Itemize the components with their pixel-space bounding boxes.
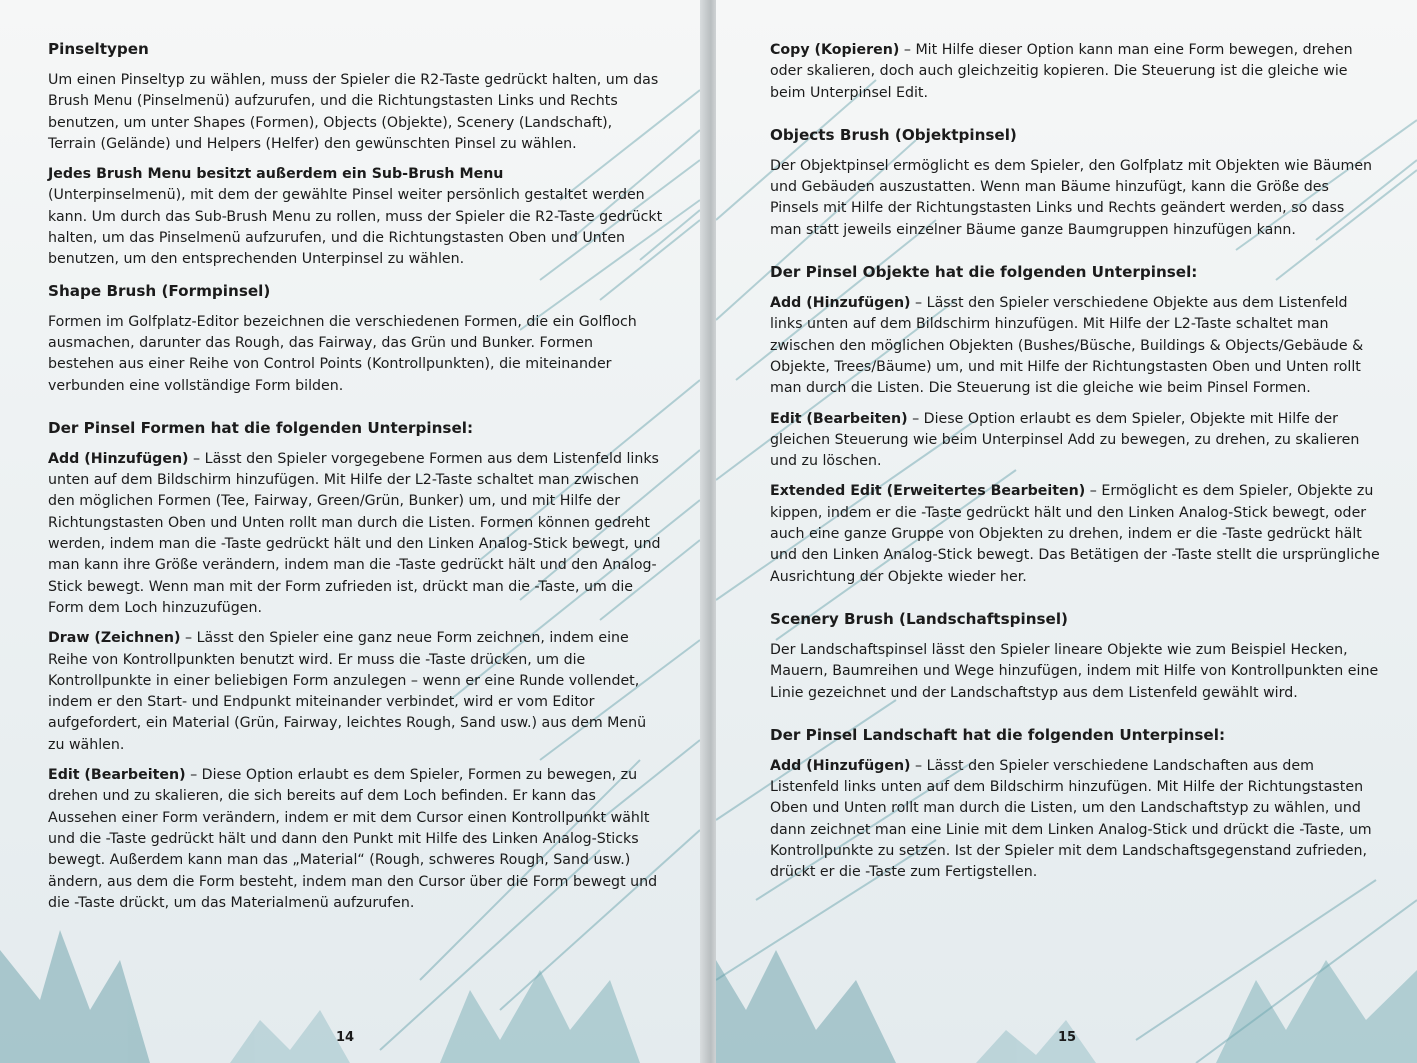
paragraph-shape-draw <box>48 628 663 756</box>
paragraph-shape-copy <box>770 40 1380 104</box>
left-page-content <box>48 38 663 923</box>
paragraph-objects-brush: Der Objektpinsel ermöglicht es dem Spieler, den Golfplatz mit Objekten wie Bäumen und Gebäuden auszustatten. Wenn man Bäume hinzufügt, kann die Größe des Pinsels mit Hilfe der Richtungstasten Links und Rechts geändert werden, so dass man statt jeweils einzelner Bäume ganze Baumgruppen hinzufügen kann. <box>770 157 1373 238</box>
paragraph-pinseltypen: Um einen Pinseltyp zu wählen, muss der Spieler die R2-Taste gedrückt halten, um das Brush Menu (Pinselmenü) aufzurufen, und die Richtungstasten Links und Rechts benutzen, um unter Shapes (Formen), Objects (Objekte), Scenery (Landschaft), Terrain (Gelände) und Helpers (Helfer) den gewünschten Pinsel zu wählen. <box>48 72 659 152</box>
term-add: Add (Hinzufügen) <box>770 295 911 312</box>
heading-pinseltypen: Pinseltypen <box>48 40 149 58</box>
text-add: – Lässt den Spieler verschiedene Objekte aus dem Listenfeld links unten auf dem Bildschirm hinzufügen. Mit Hilfe der L2-Taste schaltet man zwischen den möglichen Objekten (Bushes/Büsche, Buildings & Objects/Gebäude & Objekte, Trees/Bäume) um, und mit Hilfe der Richtungstasten Oben und Unten rollt man durch die Listen. Die Steuerung ist die gleiche wie beim Pinsel Formen. <box>770 295 1364 397</box>
term-sub-brush-menu: Jedes Brush Menu besitzt außerdem ein Sub-Brush Menu <box>48 166 504 183</box>
heading-objekte-unterpinsel: Der Pinsel Objekte hat die folgenden Unterpinsel: <box>770 263 1198 282</box>
text-edit: – Diese Option erlaubt es dem Spieler, Formen zu bewegen, zu drehen und zu skalieren, die sich bereits auf dem Loch befinden. Er kann das Aussehen einer Form verändern, indem er mit dem Cursor einen Kontrollpunkt wählt und die -Taste gedrückt hält und dann den Punkt mit Hilfe des Linken Analog-Sticks bewegt. Außerdem kann man das „Material“ (Rough, schweres Rough, Sand usw.) ändern, aus dem die Form besteht, indem man den Cursor über die Form bewegt und die -Taste drückt, um das Materialmenü aufzurufen. <box>48 767 658 911</box>
right-page-content <box>770 40 1380 893</box>
text-add: – Lässt den Spieler vorgegebene Formen aus dem Listenfeld links unten auf dem Bildschirm hinzufügen. Mit Hilfe der L2-Taste schaltet man zwischen den möglichen Formen (Tee, Fairway, Green/Grün, Bunker) um, und mit Hilfe der Richtungstasten Oben und Unten rollt man durch die Listen. Formen können gedreht werden, indem man die -Taste gedrückt hält und den Linken Analog-Stick bewegt, und man kann ihre Größe verändern, indem man die -Taste gedrückt hält und den Analog-Stick bewegt. Wenn man mit der Form zufrieden ist, drückt man die -Taste, um die Form dem Loch hinzuzufügen. <box>48 450 661 616</box>
paragraph-scenery-brush: Der Landschaftspinsel lässt den Spieler lineare Objekte wie zum Beispiel Hecken, Mauern, Baumreihen und Wege hinzufügen, indem mit Hilfe von Kontrollpunkten eine Linie gezeichnet und der Landschaftstyp aus dem Listenfeld gewählt wird. <box>770 641 1379 701</box>
term-extended-edit: Extended Edit (Erweitertes Bearbeiten) <box>770 483 1086 500</box>
term-copy: Copy (Kopieren) <box>770 42 900 58</box>
heading-scenery-brush: Scenery Brush (Landschaftspinsel) <box>770 609 1068 628</box>
term-add: Add (Hinzufügen) <box>770 757 911 774</box>
paragraph-sub-brush-menu <box>48 164 663 270</box>
left-page <box>0 0 708 1063</box>
text-sub-brush-menu: (Unterpinselmenü), mit dem der gewählte Pinsel weiter persönlich gestaltet werden kann. Um durch das Sub-Brush Menu zu rollen, muss der Spieler die R2-Taste gedrückt halten, um das Pinselmenü aufzurufen, und die Richtungstasten Oben und Unten benutzen, um den entsprechenden Unterpinsel zu wählen. <box>48 187 663 268</box>
text-copy: – Mit Hilfe dieser Option kann man eine Form bewegen, drehen oder skalieren, doch auch gleichzeitig kopieren. Die Steuerung ist die gleiche wie beim Unterpinsel Edit. <box>770 42 1353 101</box>
paragraph-objects-edit <box>770 409 1380 473</box>
paragraph-shape-brush: Formen im Golfplatz-Editor bezeichnen die verschiedenen Formen, die ein Golfloch ausmachen, darunter das Rough, das Fairway, das Grün und Bunker. Formen bestehen aus einer Reihe von Control Points (Kontrollpunkten), die miteinander verbunden eine vollständige Form bilden. <box>48 313 637 394</box>
text-extended-edit: – Ermöglicht es dem Spieler, Objekte zu kippen, indem er die -Taste gedrückt hält und den Linken Analog-Stick bewegt, oder auch eine ganze Gruppe von Objekten zu drehen, indem er die -Taste gedrückt hält und den Linken Analog-Stick bewegt. Das Betätigen der -Taste stellt die ursprüngliche Ausrichtung der Objekte wieder her. <box>770 483 1380 585</box>
page-number: 15 <box>1058 1030 1077 1045</box>
page-number: 14 <box>336 1030 355 1045</box>
term-edit: Edit (Bearbeiten) <box>48 767 186 784</box>
text-edit: – Diese Option erlaubt es dem Spieler, Objekte mit Hilfe der gleichen Steuerung wie beim Unterpinsel Add zu bewegen, zu drehen, zu skalieren und zu löschen. <box>770 410 1360 470</box>
text-draw: – Lässt den Spieler eine ganz neue Form zeichnen, indem eine Reihe von Kontrollpunkten benutzt wird. Er muss die -Taste drücken, um die Kontrollpunkte in einer beliebigen Form anzulegen – wenn er eine Runde vollendet, indem er den Start- und Endpunkt miteinander verbindet, wird er vom Editor aufgefordert, ein Material (Grün, Fairway, leichtes Rough, Sand usw.) aus dem Menü zu wählen. <box>48 630 647 753</box>
heading-shape-brush: Shape Brush (Formpinsel) <box>48 281 271 300</box>
heading-landschaft-unterpinsel: Der Pinsel Landschaft hat die folgenden Unterpinsel: <box>770 725 1226 744</box>
text-add: – Lässt den Spieler verschiedene Landschaften aus dem Listenfeld links unten auf dem Bildschirm hinzufügen. Mit Hilfe der Richtungstasten Oben und Unten rollt man durch die Listen, um den Landschaftstyp zu wählen, und dann zeichnet man eine Linie mit dem Linken Analog-Stick und drückt die -Taste, um Kontrollpunkte zu setzen. Ist der Spieler mit dem Landschaftsgegenstand zufrieden, drückt er die -Taste zum Fertigstellen. <box>770 757 1372 881</box>
paragraph-scenery-add <box>770 756 1380 884</box>
paragraph-shape-add <box>48 449 663 619</box>
right-page <box>716 0 1417 1063</box>
term-draw: Draw (Zeichnen) <box>48 630 181 647</box>
paragraph-shape-edit <box>48 765 663 914</box>
term-add: Add (Hinzufügen) <box>48 450 189 467</box>
heading-formen-unterpinsel: Der Pinsel Formen hat die folgenden Unterpinsel: <box>48 418 474 437</box>
heading-objects-brush: Objects Brush (Objektpinsel) <box>770 125 1017 144</box>
paragraph-objects-extended-edit <box>770 481 1380 587</box>
term-edit: Edit (Bearbeiten) <box>770 410 908 427</box>
paragraph-objects-add <box>770 293 1380 399</box>
